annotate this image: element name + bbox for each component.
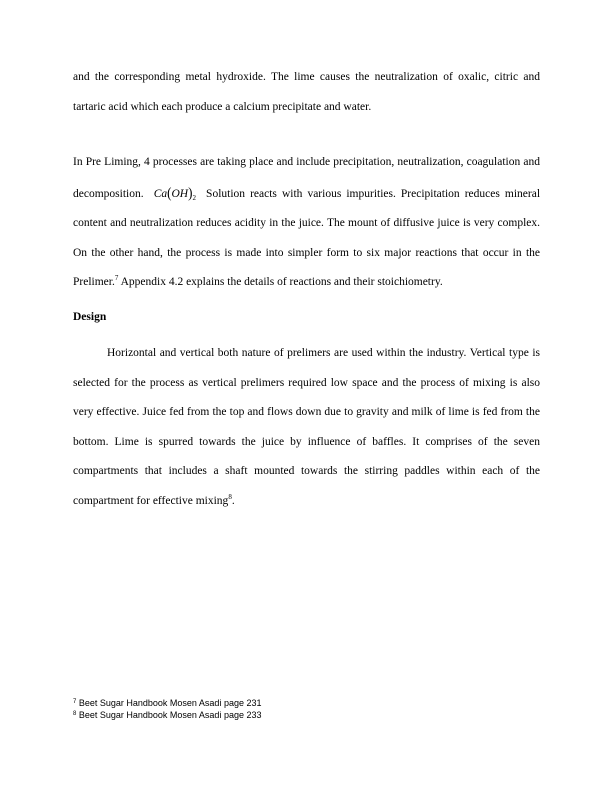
paragraph-text-intro: In Pre Liming, 4 processes are taking place and include precipitation, neutralization, coagulation and decomposition. xyxy=(73,156,540,200)
paragraph-text-end: Appendix 4.2 explains the details of reactions and their stoichiometry. xyxy=(118,276,443,288)
formula-open-paren: ( xyxy=(167,183,172,201)
footnote-8 xyxy=(73,709,261,721)
formula-ca: Ca xyxy=(153,187,168,200)
footnote-7 xyxy=(73,697,261,709)
formula-close-paren: ) xyxy=(188,183,193,201)
formula-oh: OH xyxy=(171,187,189,200)
footnote-number: 7 xyxy=(73,699,77,705)
footnotes xyxy=(73,697,261,721)
paragraph-design xyxy=(73,339,540,516)
paragraph-lime-neutralization xyxy=(73,63,540,122)
paragraph-text: Horizontal and vertical both nature of prelimers are used within the industry. Vertical type is selected for the process as vertical prelimers required low space and the process of mixing is also very effective. Juice fed from the top and flows down due to gravity and milk of lime is fed from the bottom. Lime is spurred towards the juice by influence of baffles. It comprises of the seven compartments that includes a shaft mounted towards the stirring paddles within each of the compartment for effective mixing xyxy=(73,347,540,507)
footnote-ref-8[interactable]: 8 xyxy=(228,492,232,501)
footnote-text: Beet Sugar Handbook Mosen Asadi page 233 xyxy=(76,710,262,720)
calcium-hydroxide-formula xyxy=(153,183,196,202)
paragraph-period: . xyxy=(231,494,235,507)
footnote-number: 8 xyxy=(73,711,77,717)
section-heading-design: Design xyxy=(73,311,107,323)
paragraph-pre-liming xyxy=(73,148,540,298)
paragraph-text: and the corresponding metal hydroxide. The lime causes the neutralization of oxalic, citric and tartaric acid which each produce a calcium precipitate and water. xyxy=(73,71,540,113)
paragraph-text-body: Solution reacts with various impurities. Precipitation reduces mineral content and neutralization reduces acidity in the juice. The mount of diffusive juice is very complex. On the other hand, the process is made into simpler form to six major reactions that occur in the Prelimer. xyxy=(73,187,541,288)
footnote-text: Beet Sugar Handbook Mosen Asadi page 231 xyxy=(76,698,262,708)
footnote-ref-7[interactable]: 7 xyxy=(114,274,119,282)
formula-subscript: 2 xyxy=(192,193,196,202)
